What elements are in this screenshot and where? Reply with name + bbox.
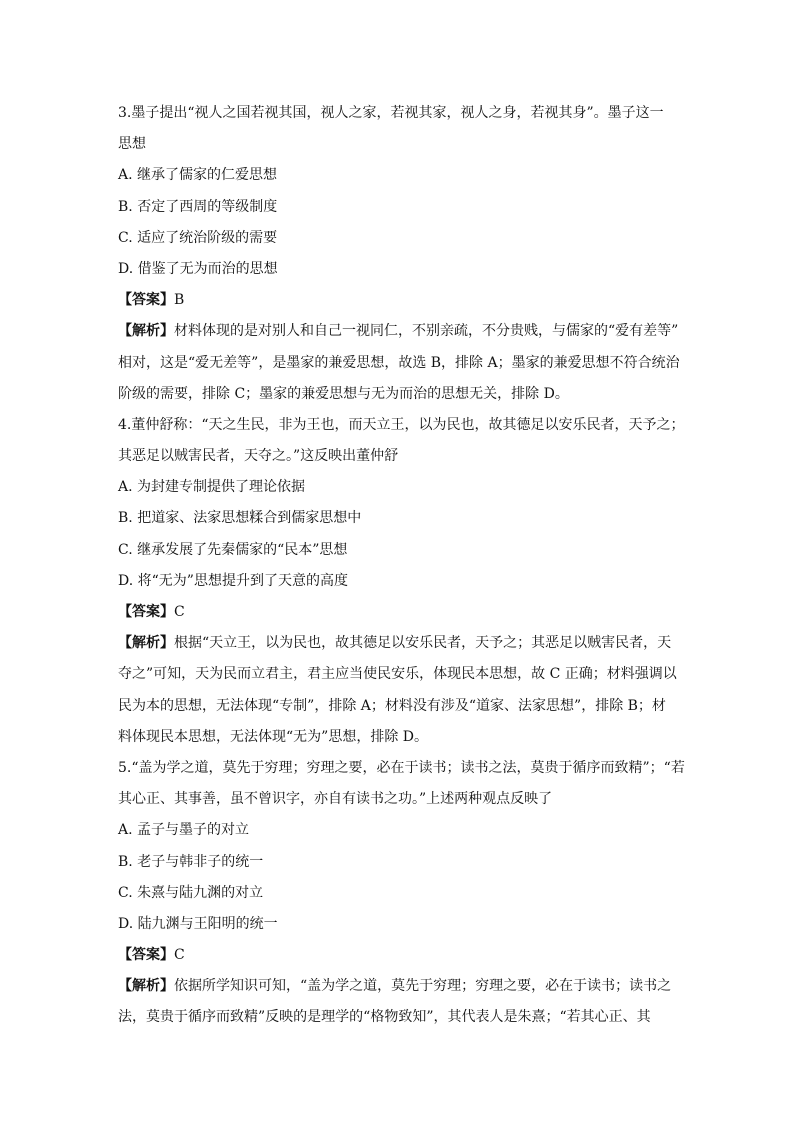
question-5	[118, 753, 685, 1034]
option-c: C. 朱熹与陆九渊的对立	[118, 884, 264, 901]
analysis-line	[118, 971, 680, 1002]
question-3	[118, 98, 680, 410]
option-d: D. 将“无为”思想提升到了天意的高度	[118, 572, 348, 589]
question-stem-line: 其心正、其事善，虽不曾识字，亦自有读书之功。”上述两种观点反映了	[118, 791, 553, 808]
page-content	[118, 98, 685, 1034]
option-c: C. 适应了统治阶级的需要	[118, 229, 278, 246]
option-c: C. 继承发展了先秦儒家的“民本”思想	[118, 541, 348, 558]
answer-value: C	[174, 604, 185, 620]
analysis-text: 根据“天立王，以为民也，故其德足以安乐民者，天予之；其恶足以贼害民者，天	[174, 635, 672, 652]
option-d: D. 陆九渊与王阳明的统一	[118, 915, 278, 932]
analysis-line: 相对，这是“爱无差等”，是墨家的兼爱思想，故选 B，排除 A；墨家的兼爱思想不符合统治	[118, 354, 680, 371]
question-stem-line: 4.董仲舒称：“天之生民，非为王也，而天立王，以为民也，故其德足以安乐民者，天予之；	[118, 416, 685, 433]
question-4	[118, 410, 685, 753]
analysis-line: 民为本的思想，无法体现“专制”，排除 A；材料没有涉及“道家、法家思想”，排除 B；材	[118, 697, 666, 714]
question-stem-line: 思想	[118, 136, 146, 153]
option-b: B. 否定了西周的等级制度	[118, 198, 278, 215]
analysis-line: 料体现民本思想，无法体现“无为”思想，排除 D。	[118, 728, 428, 745]
analysis-line	[118, 628, 680, 659]
analysis-tag: 【解析】	[118, 635, 174, 652]
analysis-text: 材料体现的是对别人和自己一视同仁，不别亲疏，不分贵贱，与儒家的“爱有差等”	[174, 323, 679, 340]
analysis-line: 夺之”可知，天为民而立君主，君主应当使民安乐，体现民本思想，故 C 正确；材料强调以	[118, 666, 677, 683]
answer-line	[118, 940, 680, 971]
analysis-tag: 【解析】	[118, 978, 174, 995]
answer-value: C	[174, 947, 185, 964]
question-stem-line: 3.墨子提出“视人之国若视其国，视人之家，若视其家，视人之身，若视其身”。墨子这一	[118, 105, 664, 121]
option-a: A. 为封建专制提供了理论依据	[118, 479, 306, 496]
answer-tag: 【答案】	[118, 947, 174, 964]
answer-value: B	[174, 292, 185, 309]
option-a: A. 孟子与墨子的对立	[118, 822, 250, 839]
option-b: B. 老子与韩非子的统一	[118, 853, 264, 870]
answer-tag: 【答案】	[118, 604, 174, 620]
analysis-tag: 【解析】	[118, 323, 174, 340]
analysis-text: 依据所学知识可知，“盖为学之道，莫先于穷理；穷理之要，必在于读书；读书之	[174, 978, 672, 995]
option-d: D. 借鉴了无为而治的思想	[118, 260, 278, 277]
answer-line	[118, 285, 680, 316]
question-stem-line: 其恶足以贼害民者，天夺之。”这反映出董仲舒	[118, 448, 399, 465]
analysis-line: 法，莫贵于循序而致精”反映的是理学的“格物致知”，其代表人是朱熹；“若其心正、其	[118, 1009, 651, 1026]
question-stem-line: 5.“盖为学之道，莫先于穷理；穷理之要，必在于读书；读书之法，莫贵于循序而致精”；“若	[118, 759, 685, 776]
analysis-line: 阶级的需要，排除 C；墨家的兼爱思想与无为而治的思想无关，排除 D。	[118, 385, 569, 402]
answer-line	[118, 597, 680, 628]
option-a: A. 继承了儒家的仁爱思想	[118, 167, 278, 184]
analysis-line	[118, 316, 680, 347]
option-b: B. 把道家、法家思想糅合到儒家思想中	[118, 510, 362, 527]
answer-tag: 【答案】	[118, 292, 174, 309]
